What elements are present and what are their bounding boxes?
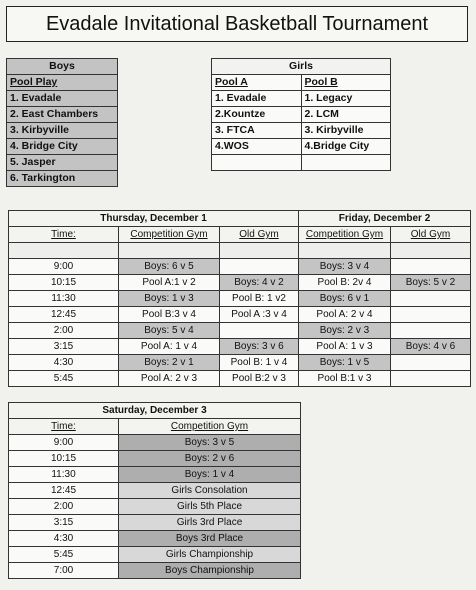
comp-gym-header: Competition Gym <box>299 227 391 243</box>
game-cell: Pool B:3 v 4 <box>119 307 220 323</box>
time-header: Time: <box>9 419 119 435</box>
comp-gym-header: Competition Gym <box>119 419 301 435</box>
time-cell: 5:45 <box>9 547 119 563</box>
girls-team <box>212 155 302 171</box>
old-gym-header: Old Gym <box>220 227 299 243</box>
game-cell: Boys: 6 v 5 <box>119 259 220 275</box>
game-cell: Pool A:1 v 2 <box>119 275 220 291</box>
game-cell: Boys: 1 v 4 <box>119 467 301 483</box>
time-cell: 7:00 <box>9 563 119 579</box>
page-title: Evadale Invitational Basketball Tournament <box>6 6 468 42</box>
time-cell: 3:15 <box>9 515 119 531</box>
time-cell: 11:30 <box>9 291 119 307</box>
game-cell: Pool A: 1 v 4 <box>119 339 220 355</box>
girls-team: 1. Legacy <box>301 91 391 107</box>
game-cell <box>391 291 471 307</box>
game-cell: Boys: 1 v 3 <box>119 291 220 307</box>
girls-team: 4.Bridge City <box>301 139 391 155</box>
time-cell: 5:45 <box>9 371 119 387</box>
time-cell: 10:15 <box>9 275 119 291</box>
girls-team: 4.WOS <box>212 139 302 155</box>
girls-table <box>211 58 391 171</box>
time-cell: 2:00 <box>9 323 119 339</box>
friday-header: Friday, December 2 <box>299 211 471 227</box>
game-cell <box>391 323 471 339</box>
game-cell <box>391 259 471 275</box>
game-cell: Girls Consolation <box>119 483 301 499</box>
girls-team: 2.Kountze <box>212 107 302 123</box>
time-header: Time: <box>9 227 119 243</box>
girls-team: 1. Evadale <box>212 91 302 107</box>
boys-team: 4. Bridge City <box>7 139 118 155</box>
comp-gym-header: Competition Gym <box>119 227 220 243</box>
game-cell <box>220 259 299 275</box>
boys-team: 3. Kirbyville <box>7 123 118 139</box>
game-cell: Boys: 3 v 6 <box>220 339 299 355</box>
game-cell: Boys: 4 v 2 <box>220 275 299 291</box>
game-cell <box>391 307 471 323</box>
game-cell: Pool A: 1 v 3 <box>299 339 391 355</box>
pool-b-label: Pool B <box>301 75 391 91</box>
saturday-header: Saturday, December 3 <box>9 403 301 419</box>
game-cell: Girls Championship <box>119 547 301 563</box>
game-cell: Boys: 4 v 6 <box>391 339 471 355</box>
game-cell: Boys: 5 v 4 <box>119 323 220 339</box>
game-cell: Pool B:1 v 3 <box>299 371 391 387</box>
game-cell: Pool A: 2 v 4 <box>299 307 391 323</box>
game-cell <box>391 371 471 387</box>
game-cell: Pool B:2 v 3 <box>220 371 299 387</box>
game-cell: Girls 5th Place <box>119 499 301 515</box>
time-cell: 12:45 <box>9 483 119 499</box>
time-cell: 10:15 <box>9 451 119 467</box>
game-cell: Boys Championship <box>119 563 301 579</box>
thursday-header: Thursday, December 1 <box>9 211 299 227</box>
game-cell: Girls 3rd Place <box>119 515 301 531</box>
game-cell: Boys: 3 v 5 <box>119 435 301 451</box>
pool-a-label: Pool A <box>212 75 302 91</box>
girls-team: 2. LCM <box>301 107 391 123</box>
game-cell: Boys: 5 v 2 <box>391 275 471 291</box>
time-cell: 9:00 <box>9 435 119 451</box>
boys-team: 5. Jasper <box>7 155 118 171</box>
game-cell: Boys: 2 v 3 <box>299 323 391 339</box>
boys-pool-label: Pool Play <box>7 75 118 91</box>
girls-header: Girls <box>212 59 391 75</box>
boys-header: Boys <box>7 59 118 75</box>
thu-fri-schedule <box>8 210 471 387</box>
game-cell: Boys: 1 v 5 <box>299 355 391 371</box>
time-cell: 4:30 <box>9 355 119 371</box>
boys-team: 2. East Chambers <box>7 107 118 123</box>
game-cell: Boys: 6 v 1 <box>299 291 391 307</box>
game-cell: Boys: 2 v 6 <box>119 451 301 467</box>
boys-team: 1. Evadale <box>7 91 118 107</box>
time-cell: 2:00 <box>9 499 119 515</box>
game-cell: Pool A :3 v 4 <box>220 307 299 323</box>
game-cell: Boys 3rd Place <box>119 531 301 547</box>
girls-team <box>301 155 391 171</box>
time-cell: 4:30 <box>9 531 119 547</box>
boys-team: 6. Tarkington <box>7 171 118 187</box>
time-cell: 11:30 <box>9 467 119 483</box>
old-gym-header: Old Gym <box>391 227 471 243</box>
time-cell: 12:45 <box>9 307 119 323</box>
game-cell <box>391 355 471 371</box>
game-cell: Pool B: 1 v 4 <box>220 355 299 371</box>
game-cell: Pool A: 2 v 3 <box>119 371 220 387</box>
girls-team: 3. Kirbyville <box>301 123 391 139</box>
game-cell: Boys: 3 v 4 <box>299 259 391 275</box>
game-cell: Pool B: 2v 4 <box>299 275 391 291</box>
time-cell: 3:15 <box>9 339 119 355</box>
saturday-schedule <box>8 402 301 579</box>
boys-table <box>6 58 118 187</box>
time-cell: 9:00 <box>9 259 119 275</box>
game-cell: Boys: 2 v 1 <box>119 355 220 371</box>
girls-team: 3. FTCA <box>212 123 302 139</box>
game-cell <box>220 323 299 339</box>
game-cell: Pool B: 1 v2 <box>220 291 299 307</box>
